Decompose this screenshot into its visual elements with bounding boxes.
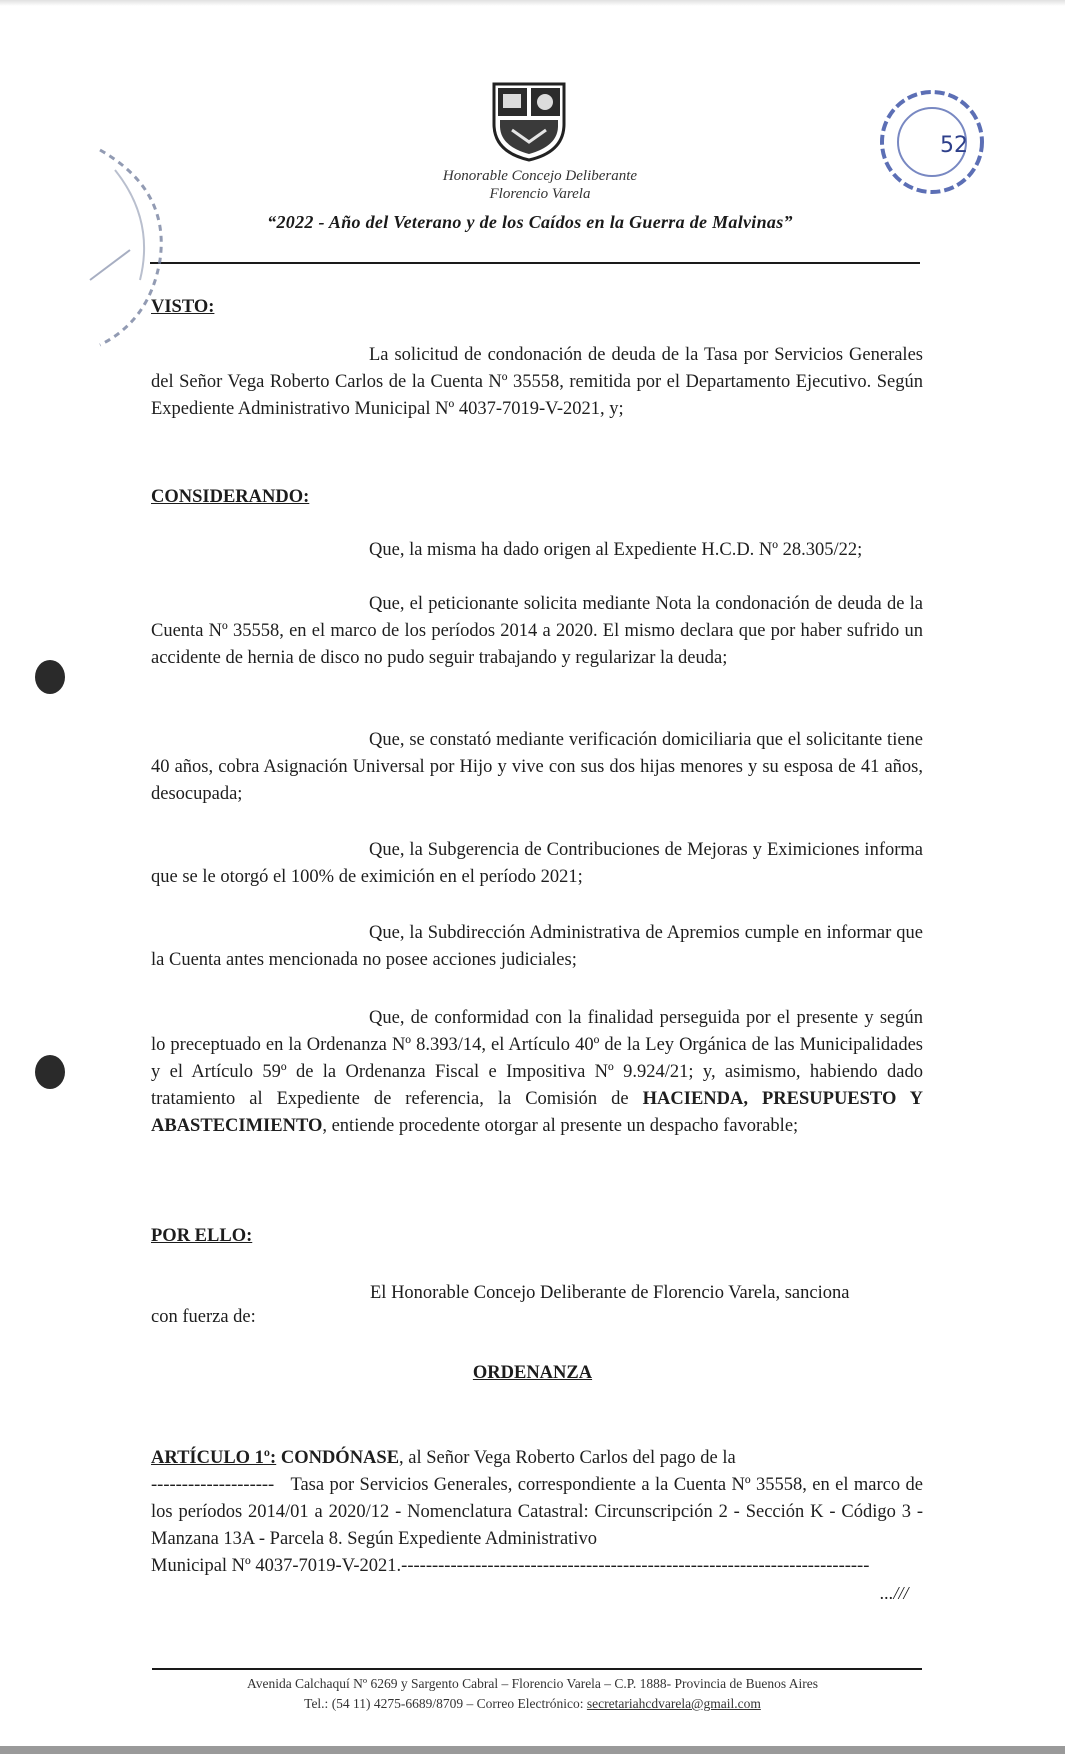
articulo-1-bold-word: CONDÓNASE — [280, 1448, 400, 1468]
council-name-line1: Honorable Concejo Deliberante — [442, 168, 638, 184]
considerando-paragraph-5 — [151, 920, 923, 974]
punch-hole-lower — [35, 1055, 65, 1089]
municipal-crest-logo — [490, 80, 568, 162]
council-name-line2: Florencio Varela — [489, 186, 591, 202]
punch-hole-upper — [35, 660, 65, 694]
sanciona-text: El Honorable Concejo Deliberante de Florencio Varela, sanciona — [370, 1283, 850, 1303]
ordenanza-title: ORDENANZA — [472, 1363, 593, 1383]
scan-edge-bottom — [0, 1746, 1065, 1754]
considerando-paragraph-3 — [151, 727, 923, 808]
considerando-p5-text: Que, la Subdirección Administrativa de Apremios cumple en informar que la Cuenta antes mencionada no posee acciones judiciales; — [151, 923, 923, 970]
articulo-1-line1: , al Señor Vega Roberto Carlos del pago de la — [399, 1448, 736, 1468]
por-ello-heading: POR ELLO: — [151, 1226, 253, 1246]
considerando-paragraph-4 — [151, 837, 923, 891]
considerando-heading: CONSIDERANDO: — [151, 487, 310, 507]
articulo-1-line4: Municipal Nº 4037-7019-V-2021. — [151, 1556, 402, 1576]
visto-paragraph — [151, 342, 923, 423]
considerando-p4-text: Que, la Subgerencia de Contribuciones de Mejoras y Eximiciones informa que se le otorgó el 100% de eximición en el período 2021; — [151, 840, 923, 887]
footer-email-link[interactable]: secretariahcdvarela@gmail.com — [586, 1696, 761, 1711]
considerando-p1-text: Que, la misma ha dado origen al Expediente H.C.D. Nº 28.305/22; — [369, 540, 863, 560]
commission-name: HACIENDA, PRESUPUESTO Y ABASTECIMIENTO — [151, 1089, 924, 1136]
considerando-paragraph-1 — [151, 537, 923, 564]
considerando-p6-text-b: , entiende procedente otorgar al presente un despacho favorable; — [322, 1116, 799, 1136]
considerando-paragraph-6 — [151, 1005, 923, 1140]
footer-address: Avenida Calchaquí Nº 6269 y Sargento Cabral – Florencio Varela – C.P. 1888- Provincia de Buenos Aires — [246, 1676, 819, 1691]
continuation-mark: .../// — [880, 1583, 909, 1603]
articulo-1-line3: el marco de los períodos 2014/01 a 2020/12 - Nomenclatura Catastral: Circunscripción 2 - Sección K - Código 3 - Manzana 13A - Parcela 8. Según Expediente Administrativo — [151, 1475, 923, 1549]
stamp-handwritten-number: 52 — [940, 133, 968, 158]
articulo-1 — [151, 1445, 923, 1580]
year-motto: “2022 - Año del Veterano y de los Caídos en la Guerra de Malvinas” — [267, 212, 793, 232]
con-fuerza-text: con fuerza de: — [151, 1307, 256, 1327]
articulo-1-dashes-long: ---------------------------------------------------------------------------- — [401, 1556, 870, 1576]
scan-edge-top — [0, 0, 1065, 6]
articulo-1-line2: Tasa por Servicios Generales, correspondiente a la Cuenta Nº 35558, en — [290, 1475, 830, 1495]
considerando-p6-text-a: Que, de conformidad con la finalidad perseguida por el presente y según lo preceptuado en la Ordenanza Nº 8.393/14, el Artículo 40º de la Ley Orgánica de las Municipalidades y el Artículo 59º de la Ordenanza Fiscal e Impositiva Nº 9.924/21; y, asimismo, habiendo dado tratamiento al Expediente de referencia, la Comisión de — [151, 1008, 923, 1109]
footer-phone: Tel.: (54 11) 4275-6689/8709 – Correo Electrónico: — [304, 1696, 587, 1711]
visto-heading: VISTO: — [151, 297, 215, 317]
footer-contact — [0, 1696, 1065, 1712]
council-name — [380, 167, 700, 203]
mesa-de-entrada-stamp — [870, 80, 990, 200]
partial-stamp-left — [60, 130, 180, 360]
considerando-paragraph-2 — [151, 591, 923, 672]
footer-rule — [152, 1668, 922, 1670]
articulo-1-dashes-short: -------------------- — [151, 1475, 275, 1495]
considerando-p3-text: Que, se constató mediante verificación domiciliaria que el solicitante tiene 40 años, cobra Asignación Universal por Hijo y vive con sus dos hijas menores y su esposa de 41 años, desocupada; — [151, 730, 923, 804]
articulo-1-label: ARTÍCULO 1º: — [151, 1448, 277, 1468]
considerando-p2-text: Que, el peticionante solicita mediante Nota la condonación de deuda de la Cuenta Nº 35558, en el marco de los períodos 2014 a 2020. El mismo declara que por haber sufrido un accidente de hernia de disco no pudo seguir trabajando y regularizar la deuda; — [151, 594, 923, 668]
visto-text: La solicitud de condonación de deuda de la Tasa por Servicios Generales del Señor Vega Roberto Carlos de la Cuenta Nº 35558, remitida por el Departamento Ejecutivo. Según Expediente Administrativo Municipal Nº 4037-7019-V-2021, y; — [151, 345, 923, 419]
header-rule — [150, 262, 920, 264]
